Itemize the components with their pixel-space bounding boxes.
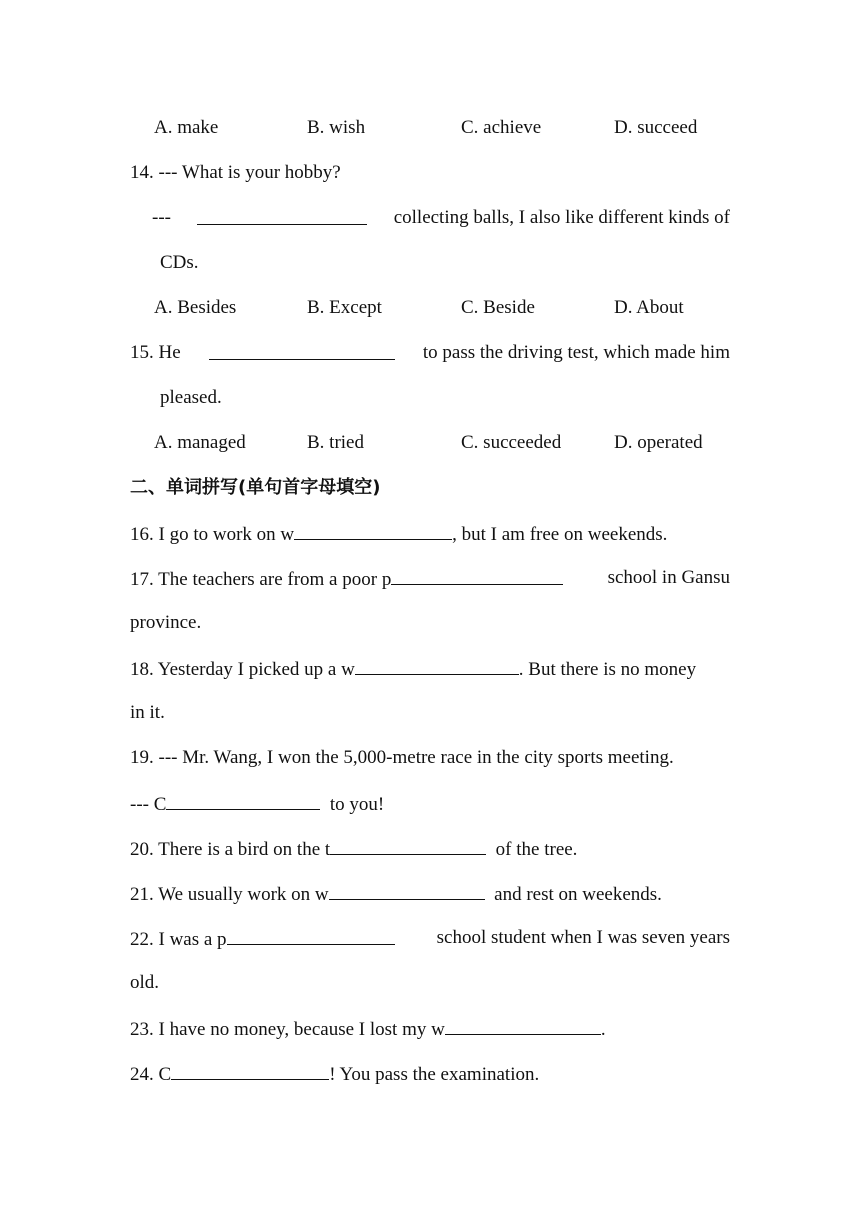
- q23-suffix: .: [600, 1019, 606, 1040]
- q19-question: 19. --- Mr. Wang, I won the 5,000-metre race in the city sports meeting.: [130, 747, 674, 768]
- q17: [130, 566, 730, 592]
- q15-suffix: to pass the driving test, which made him: [422, 342, 730, 363]
- q18: [130, 656, 730, 682]
- q23-prefix: 23. I have no money, because I lost my w: [130, 1019, 445, 1040]
- q22-cont: old.: [130, 972, 160, 993]
- q17-suffix: school in Gansu: [607, 567, 730, 588]
- q14-reply-cont: CDs.: [160, 252, 199, 273]
- q19-suffix: to you!: [329, 794, 385, 815]
- q18-prefix: 18. Yesterday I picked up a w: [130, 659, 355, 680]
- q19-answer-blank[interactable]: [166, 791, 320, 810]
- q23-answer-blank[interactable]: [445, 1016, 601, 1035]
- q13-option-d: D. succeed: [614, 117, 698, 138]
- q15-number: 15. He: [130, 342, 181, 363]
- q16-answer-blank[interactable]: [294, 521, 452, 540]
- q17-prefix: 17. The teachers are from a poor p: [130, 569, 392, 590]
- q21: [130, 881, 730, 907]
- q18-answer-blank[interactable]: [355, 656, 519, 675]
- q22: [130, 926, 730, 952]
- q21-answer-blank[interactable]: [329, 881, 485, 900]
- q24: [130, 1061, 730, 1087]
- q13-option-b: B. wish: [307, 117, 366, 138]
- q24-prefix: 24. C: [130, 1064, 172, 1085]
- q22-prefix: 22. I was a p: [130, 929, 227, 950]
- q20-answer-blank[interactable]: [330, 836, 486, 855]
- q14-option-c: C. Beside: [461, 297, 535, 318]
- q20-suffix: of the tree.: [495, 839, 578, 860]
- q15-option-b: B. tried: [307, 432, 364, 453]
- q14-reply-suffix: collecting balls, I also like different kinds of: [393, 207, 730, 228]
- q14-reply-prefix: ---: [152, 207, 171, 228]
- q14-answer-blank[interactable]: [197, 206, 367, 225]
- q16-suffix: , but I am free on weekends.: [452, 524, 668, 545]
- q14-reply: [152, 206, 730, 230]
- q19-reply: [130, 791, 730, 817]
- q22-suffix: school student when I was seven years: [436, 927, 730, 948]
- q15-answer-blank[interactable]: [209, 341, 395, 360]
- q13-option-c: C. achieve: [461, 117, 542, 138]
- q18-suffix: . But there is no money: [518, 659, 697, 680]
- q15-option-d: D. operated: [614, 432, 703, 453]
- q21-suffix: and rest on weekends.: [494, 884, 662, 905]
- q17-answer-blank[interactable]: [391, 566, 563, 585]
- q14-number: 14.: [130, 162, 154, 183]
- q23: [130, 1016, 730, 1042]
- q20-prefix: 20. There is a bird on the t: [130, 839, 331, 860]
- q17-cont: province.: [130, 612, 202, 633]
- q14-option-b: B. Except: [307, 297, 382, 318]
- q16-prefix: 16. I go to work on w: [130, 524, 295, 545]
- section-title: 二、单词拼写(单句首字母填空): [130, 477, 381, 498]
- q15-cont: pleased.: [160, 387, 222, 408]
- q14-text: --- What is your hobby?: [158, 162, 341, 183]
- q14-question: [130, 161, 730, 185]
- q24-answer-blank[interactable]: [171, 1061, 329, 1080]
- q21-prefix: 21. We usually work on w: [130, 884, 329, 905]
- q14-option-d: D. About: [614, 297, 684, 318]
- q14-option-a: A. Besides: [154, 297, 237, 318]
- q15-option-a: A. managed: [154, 432, 246, 453]
- q13-option-a: A. make: [154, 117, 219, 138]
- q24-suffix: ! You pass the examination.: [329, 1064, 540, 1085]
- q16: [130, 521, 730, 547]
- q20: [130, 836, 730, 862]
- q19-prefix: --- C: [130, 794, 167, 815]
- q15-option-c: C. succeeded: [461, 432, 562, 453]
- q22-answer-blank[interactable]: [227, 926, 395, 945]
- q18-cont: in it.: [130, 702, 165, 723]
- q15-question: [130, 341, 730, 365]
